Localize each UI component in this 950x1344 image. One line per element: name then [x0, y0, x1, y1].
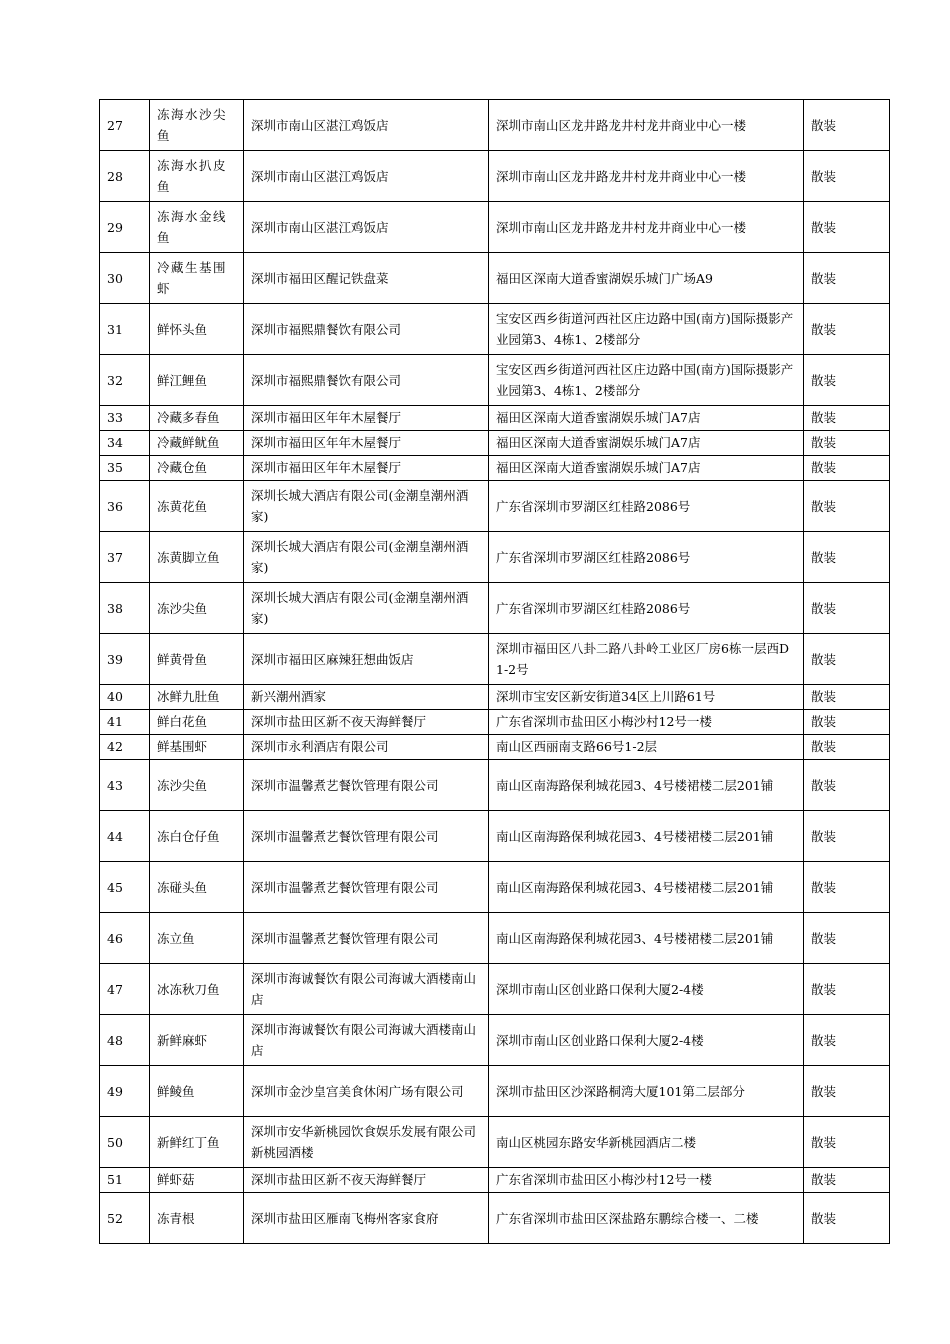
product-name: 冻海水扒皮鱼	[150, 151, 244, 202]
packaging-type: 散装	[804, 1168, 890, 1193]
table-row	[100, 913, 890, 964]
table-row	[100, 1168, 890, 1193]
table-row	[100, 355, 890, 406]
company-name: 深圳市福田区年年木屋餐厅	[244, 456, 489, 481]
row-number: 37	[100, 532, 150, 583]
company-address: 深圳市南山区龙井路龙井村龙井商业中心一楼	[489, 100, 804, 151]
row-number: 50	[100, 1117, 150, 1168]
packaging-type: 散装	[804, 151, 890, 202]
company-address: 福田区深南大道香蜜湖娱乐城门A7店	[489, 456, 804, 481]
product-name: 冻海水沙尖鱼	[150, 100, 244, 151]
packaging-type: 散装	[804, 202, 890, 253]
table-row	[100, 1015, 890, 1066]
company-name: 深圳市盐田区新不夜天海鲜餐厅	[244, 710, 489, 735]
company-name: 深圳市盐田区雁南飞梅州客家食府	[244, 1193, 489, 1244]
packaging-type: 散装	[804, 760, 890, 811]
packaging-type: 散装	[804, 355, 890, 406]
company-name: 深圳市海诚餐饮有限公司海诚大酒楼南山店	[244, 964, 489, 1015]
product-name: 冻沙尖鱼	[150, 583, 244, 634]
company-address: 广东省深圳市盐田区小梅沙村12号一楼	[489, 1168, 804, 1193]
table-row	[100, 100, 890, 151]
product-name: 冷藏多春鱼	[150, 406, 244, 431]
product-name: 冰鲜九肚鱼	[150, 685, 244, 710]
row-number: 35	[100, 456, 150, 481]
table-row	[100, 481, 890, 532]
company-address: 深圳市南山区龙井路龙井村龙井商业中心一楼	[489, 202, 804, 253]
table-row	[100, 202, 890, 253]
row-number: 32	[100, 355, 150, 406]
packaging-type: 散装	[804, 634, 890, 685]
packaging-type: 散装	[804, 532, 890, 583]
company-name: 深圳市温馨煮艺餐饮管理有限公司	[244, 760, 489, 811]
row-number: 36	[100, 481, 150, 532]
product-name: 冷藏仓鱼	[150, 456, 244, 481]
company-address: 深圳市南山区创业路口保利大厦2-4楼	[489, 1015, 804, 1066]
company-name: 深圳长城大酒店有限公司(金潮皇潮州酒家)	[244, 583, 489, 634]
product-name: 鲜白花鱼	[150, 710, 244, 735]
packaging-type: 散装	[804, 710, 890, 735]
company-address: 南山区南海路保利城花园3、4号楼裙楼二层201铺	[489, 811, 804, 862]
company-name: 深圳市盐田区新不夜天海鲜餐厅	[244, 1168, 489, 1193]
row-number: 29	[100, 202, 150, 253]
packaging-type: 散装	[804, 1015, 890, 1066]
company-address: 南山区西丽南支路66号1-2层	[489, 735, 804, 760]
product-name: 冻白仓仔鱼	[150, 811, 244, 862]
table-row	[100, 811, 890, 862]
company-name: 深圳市福田区麻辣狂想曲饭店	[244, 634, 489, 685]
company-name: 深圳市安华新桃园饮食娱乐发展有限公司新桃园酒楼	[244, 1117, 489, 1168]
company-address: 宝安区西乡街道河西社区庄边路中国(南方)国际摄影产业园第3、4栋1、2楼部分	[489, 355, 804, 406]
product-name: 鲜江鲤鱼	[150, 355, 244, 406]
company-address: 广东省深圳市盐田区小梅沙村12号一楼	[489, 710, 804, 735]
product-name: 冻沙尖鱼	[150, 760, 244, 811]
company-address: 福田区深南大道香蜜湖娱乐城门A7店	[489, 406, 804, 431]
row-number: 39	[100, 634, 150, 685]
product-name: 新鲜红丁鱼	[150, 1117, 244, 1168]
table-row	[100, 862, 890, 913]
product-name: 冷藏鲜鱿鱼	[150, 431, 244, 456]
company-name: 深圳市金沙皇宫美食休闲广场有限公司	[244, 1066, 489, 1117]
packaging-type: 散装	[804, 964, 890, 1015]
row-number: 42	[100, 735, 150, 760]
company-address: 深圳市南山区创业路口保利大厦2-4楼	[489, 964, 804, 1015]
product-name: 冻海水金线鱼	[150, 202, 244, 253]
row-number: 40	[100, 685, 150, 710]
packaging-type: 散装	[804, 811, 890, 862]
table-row	[100, 1193, 890, 1244]
inspection-table	[99, 99, 890, 1244]
row-number: 49	[100, 1066, 150, 1117]
table-row	[100, 151, 890, 202]
table-row	[100, 431, 890, 456]
company-address: 宝安区西乡街道河西社区庄边路中国(南方)国际摄影产业园第3、4栋1、2楼部分	[489, 304, 804, 355]
product-name: 鲜怀头鱼	[150, 304, 244, 355]
company-name: 深圳长城大酒店有限公司(金潮皇潮州酒家)	[244, 481, 489, 532]
packaging-type: 散装	[804, 913, 890, 964]
product-name: 鲜基围虾	[150, 735, 244, 760]
company-address: 广东省深圳市盐田区深盐路东鹏综合楼一、二楼	[489, 1193, 804, 1244]
table-row	[100, 685, 890, 710]
packaging-type: 散装	[804, 685, 890, 710]
company-name: 深圳市南山区湛江鸡饭店	[244, 151, 489, 202]
company-name: 深圳市福熙鼎餐饮有限公司	[244, 304, 489, 355]
packaging-type: 散装	[804, 735, 890, 760]
product-name: 冻黄花鱼	[150, 481, 244, 532]
company-name: 深圳市南山区湛江鸡饭店	[244, 100, 489, 151]
company-name: 深圳市南山区湛江鸡饭店	[244, 202, 489, 253]
company-name: 新兴潮州酒家	[244, 685, 489, 710]
table-row	[100, 253, 890, 304]
table-row	[100, 710, 890, 735]
product-name: 冻立鱼	[150, 913, 244, 964]
company-address: 广东省深圳市罗湖区红桂路2086号	[489, 481, 804, 532]
company-address: 福田区深南大道香蜜湖娱乐城门广场A9	[489, 253, 804, 304]
company-name: 深圳市海诚餐饮有限公司海诚大酒楼南山店	[244, 1015, 489, 1066]
company-address: 深圳市盐田区沙深路桐湾大厦101第二层部分	[489, 1066, 804, 1117]
product-name: 冰冻秋刀鱼	[150, 964, 244, 1015]
company-name: 深圳市温馨煮艺餐饮管理有限公司	[244, 913, 489, 964]
packaging-type: 散装	[804, 406, 890, 431]
product-name: 新鲜麻虾	[150, 1015, 244, 1066]
table-row	[100, 406, 890, 431]
table-row	[100, 760, 890, 811]
row-number: 38	[100, 583, 150, 634]
row-number: 52	[100, 1193, 150, 1244]
company-address: 南山区南海路保利城花园3、4号楼裙楼二层201铺	[489, 862, 804, 913]
row-number: 41	[100, 710, 150, 735]
row-number: 27	[100, 100, 150, 151]
table-row	[100, 532, 890, 583]
row-number: 30	[100, 253, 150, 304]
packaging-type: 散装	[804, 253, 890, 304]
packaging-type: 散装	[804, 481, 890, 532]
packaging-type: 散装	[804, 583, 890, 634]
company-name: 深圳市福田区年年木屋餐厅	[244, 431, 489, 456]
packaging-type: 散装	[804, 304, 890, 355]
company-name: 深圳市福田区年年木屋餐厅	[244, 406, 489, 431]
row-number: 34	[100, 431, 150, 456]
table-row	[100, 735, 890, 760]
row-number: 46	[100, 913, 150, 964]
row-number: 31	[100, 304, 150, 355]
table-row	[100, 1117, 890, 1168]
product-name: 鲜黄骨鱼	[150, 634, 244, 685]
packaging-type: 散装	[804, 862, 890, 913]
company-name: 深圳市温馨煮艺餐饮管理有限公司	[244, 811, 489, 862]
product-name: 冻碰头鱼	[150, 862, 244, 913]
product-name: 冻青根	[150, 1193, 244, 1244]
table-row	[100, 583, 890, 634]
row-number: 28	[100, 151, 150, 202]
company-address: 深圳市宝安区新安街道34区上川路61号	[489, 685, 804, 710]
table-row	[100, 1066, 890, 1117]
packaging-type: 散装	[804, 431, 890, 456]
company-address: 福田区深南大道香蜜湖娱乐城门A7店	[489, 431, 804, 456]
company-address: 广东省深圳市罗湖区红桂路2086号	[489, 583, 804, 634]
packaging-type: 散装	[804, 1066, 890, 1117]
row-number: 43	[100, 760, 150, 811]
table-row	[100, 634, 890, 685]
company-address: 深圳市福田区八卦二路八卦岭工业区厂房6栋一层西D1-2号	[489, 634, 804, 685]
company-name: 深圳长城大酒店有限公司(金潮皇潮州酒家)	[244, 532, 489, 583]
company-name: 深圳市温馨煮艺餐饮管理有限公司	[244, 862, 489, 913]
product-name: 冻黄脚立鱼	[150, 532, 244, 583]
product-name: 冷藏生基围虾	[150, 253, 244, 304]
table-row	[100, 964, 890, 1015]
row-number: 48	[100, 1015, 150, 1066]
row-number: 51	[100, 1168, 150, 1193]
company-address: 深圳市南山区龙井路龙井村龙井商业中心一楼	[489, 151, 804, 202]
table-row	[100, 456, 890, 481]
table-row	[100, 304, 890, 355]
product-name: 鲜虾菇	[150, 1168, 244, 1193]
packaging-type: 散装	[804, 1193, 890, 1244]
company-name: 深圳市永利酒店有限公司	[244, 735, 489, 760]
row-number: 47	[100, 964, 150, 1015]
row-number: 45	[100, 862, 150, 913]
product-name: 鲜鲮鱼	[150, 1066, 244, 1117]
company-address: 南山区南海路保利城花园3、4号楼裙楼二层201铺	[489, 913, 804, 964]
company-name: 深圳市福熙鼎餐饮有限公司	[244, 355, 489, 406]
company-address: 南山区桃园东路安华新桃园酒店二楼	[489, 1117, 804, 1168]
company-address: 南山区南海路保利城花园3、4号楼裙楼二层201铺	[489, 760, 804, 811]
company-name: 深圳市福田区醒记铁盘菜	[244, 253, 489, 304]
company-address: 广东省深圳市罗湖区红桂路2086号	[489, 532, 804, 583]
packaging-type: 散装	[804, 456, 890, 481]
row-number: 33	[100, 406, 150, 431]
packaging-type: 散装	[804, 1117, 890, 1168]
row-number: 44	[100, 811, 150, 862]
packaging-type: 散装	[804, 100, 890, 151]
